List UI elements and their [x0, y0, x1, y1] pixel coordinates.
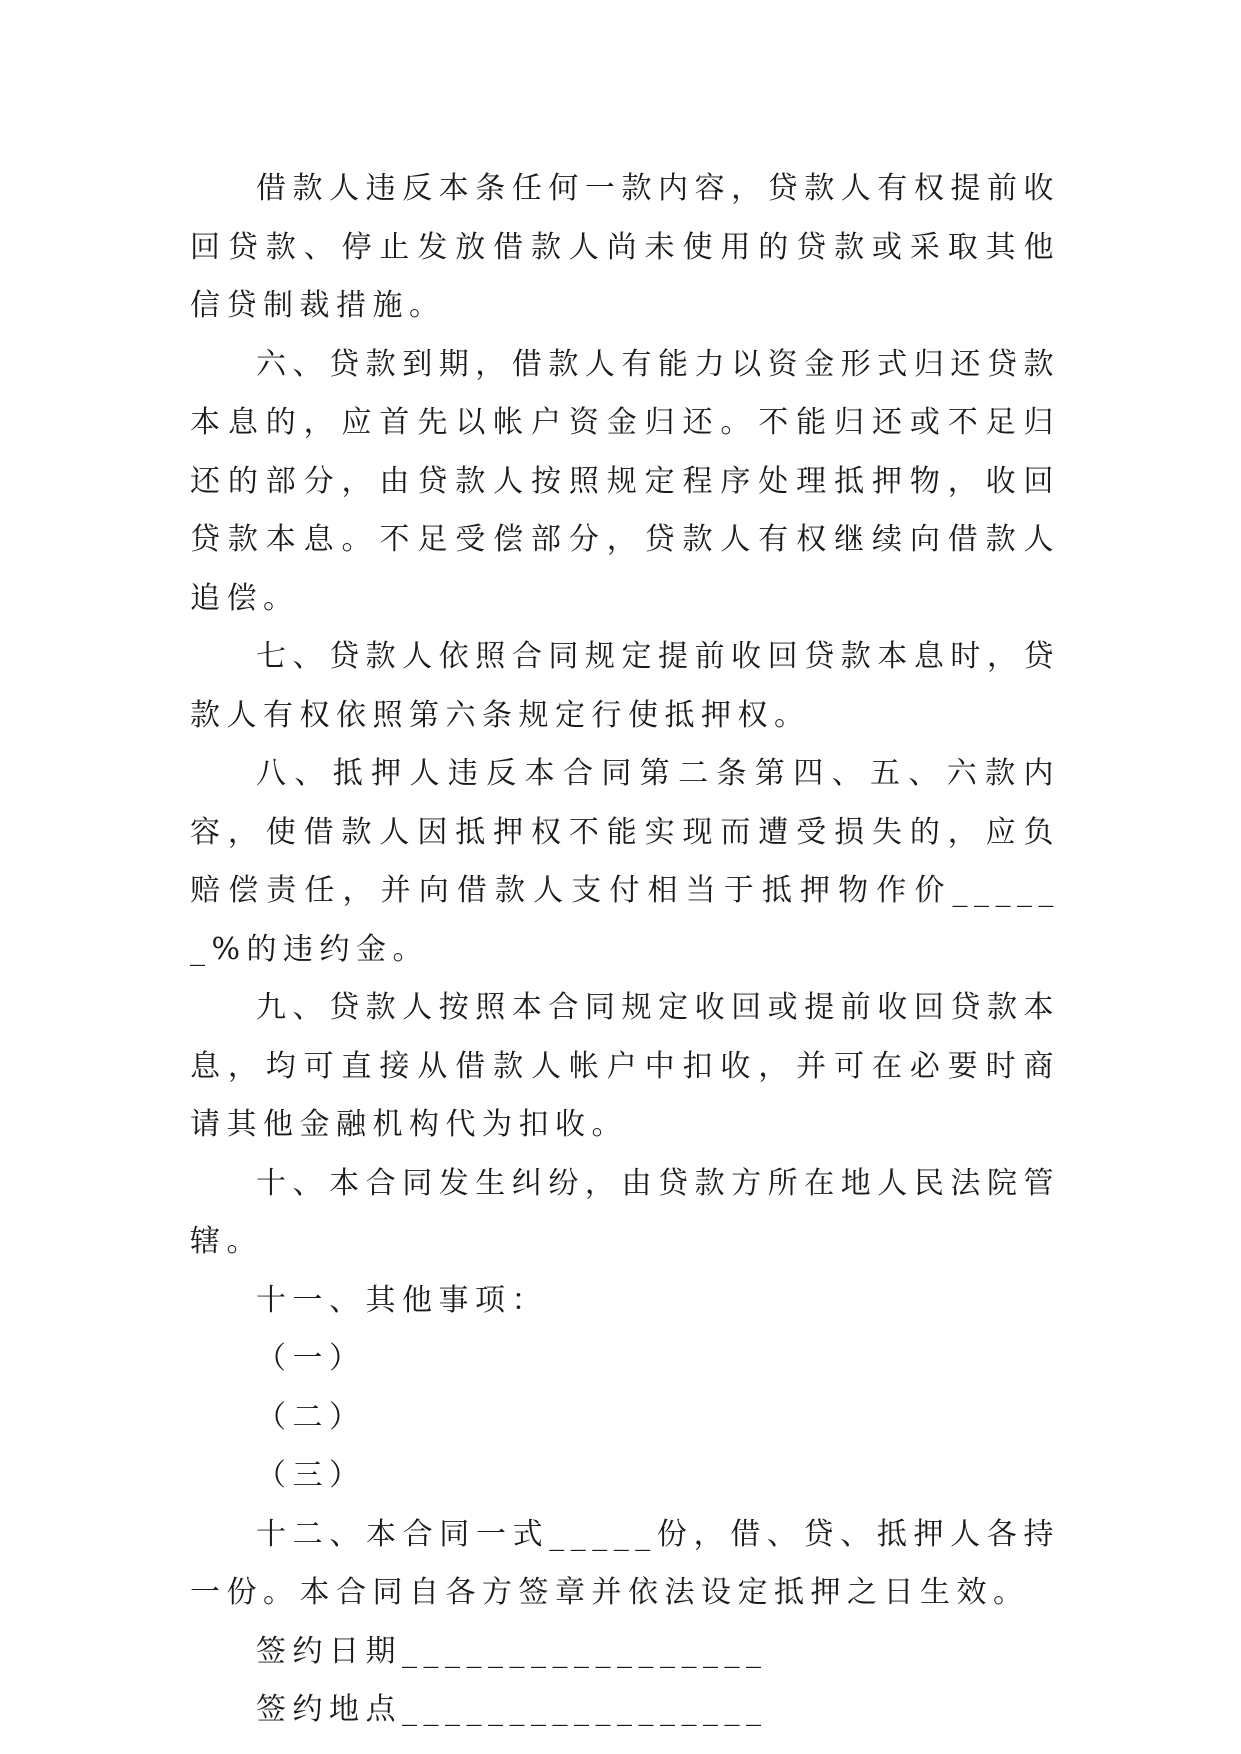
clause-8-mortgagor-breach: 八、抵押人违反本合同第二条第四、五、六款内容，使借款人因抵押权不能实现而遭受损失的，应负赔偿责任，并向借款人支付相当于抵押物作价______%的违约金。	[190, 756, 1060, 967]
other-item-3: （三）	[256, 1458, 366, 1493]
other-item-1: （一）	[256, 1341, 366, 1376]
clause-9-deduction: 九、贷款人按照本合同规定收回或提前收回贷款本息，均可直接从借款人帐户中扣收，并可在必要时商请其他金融机构代为扣收。	[190, 990, 1060, 1142]
clause-10-jurisdiction: 十、本合同发生纠纷，由贷款方所在地人民法院管辖。	[190, 1165, 1060, 1259]
clause-11-other-matters: 十一、其他事项：	[256, 1282, 548, 1318]
document-body	[190, 160, 1060, 1740]
signing-place-field: 签约地点_________________	[256, 1692, 768, 1727]
clause-12-copies: 十二、本合同一式_____份，借、贷、抵押人各持一份。本合同自各方签章并依法设定抵押之日生效。	[190, 1516, 1060, 1610]
signing-date-field: 签约日期_________________	[256, 1633, 768, 1669]
clause-6-repayment: 六、贷款到期，借款人有能力以资金形式归还贷款本息的，应首先以帐户资金归还。不能归还或不足归还的部分，由贷款人按照规定程序处理抵押物，收回贷款本息。不足受偿部分，贷款人有权继续向借款人追偿。	[190, 346, 1060, 616]
paragraph-breach-remedies: 借款人违反本条任何一款内容，贷款人有权提前收回贷款、停止发放借款人尚未使用的贷款或采取其他信贷制裁措施。	[190, 171, 1060, 323]
clause-7-early-recovery: 七、贷款人依照合同规定提前收回贷款本息时，贷款人有权依照第六条规定行使抵押权。	[190, 639, 1060, 733]
other-item-2: （二）	[256, 1399, 366, 1435]
